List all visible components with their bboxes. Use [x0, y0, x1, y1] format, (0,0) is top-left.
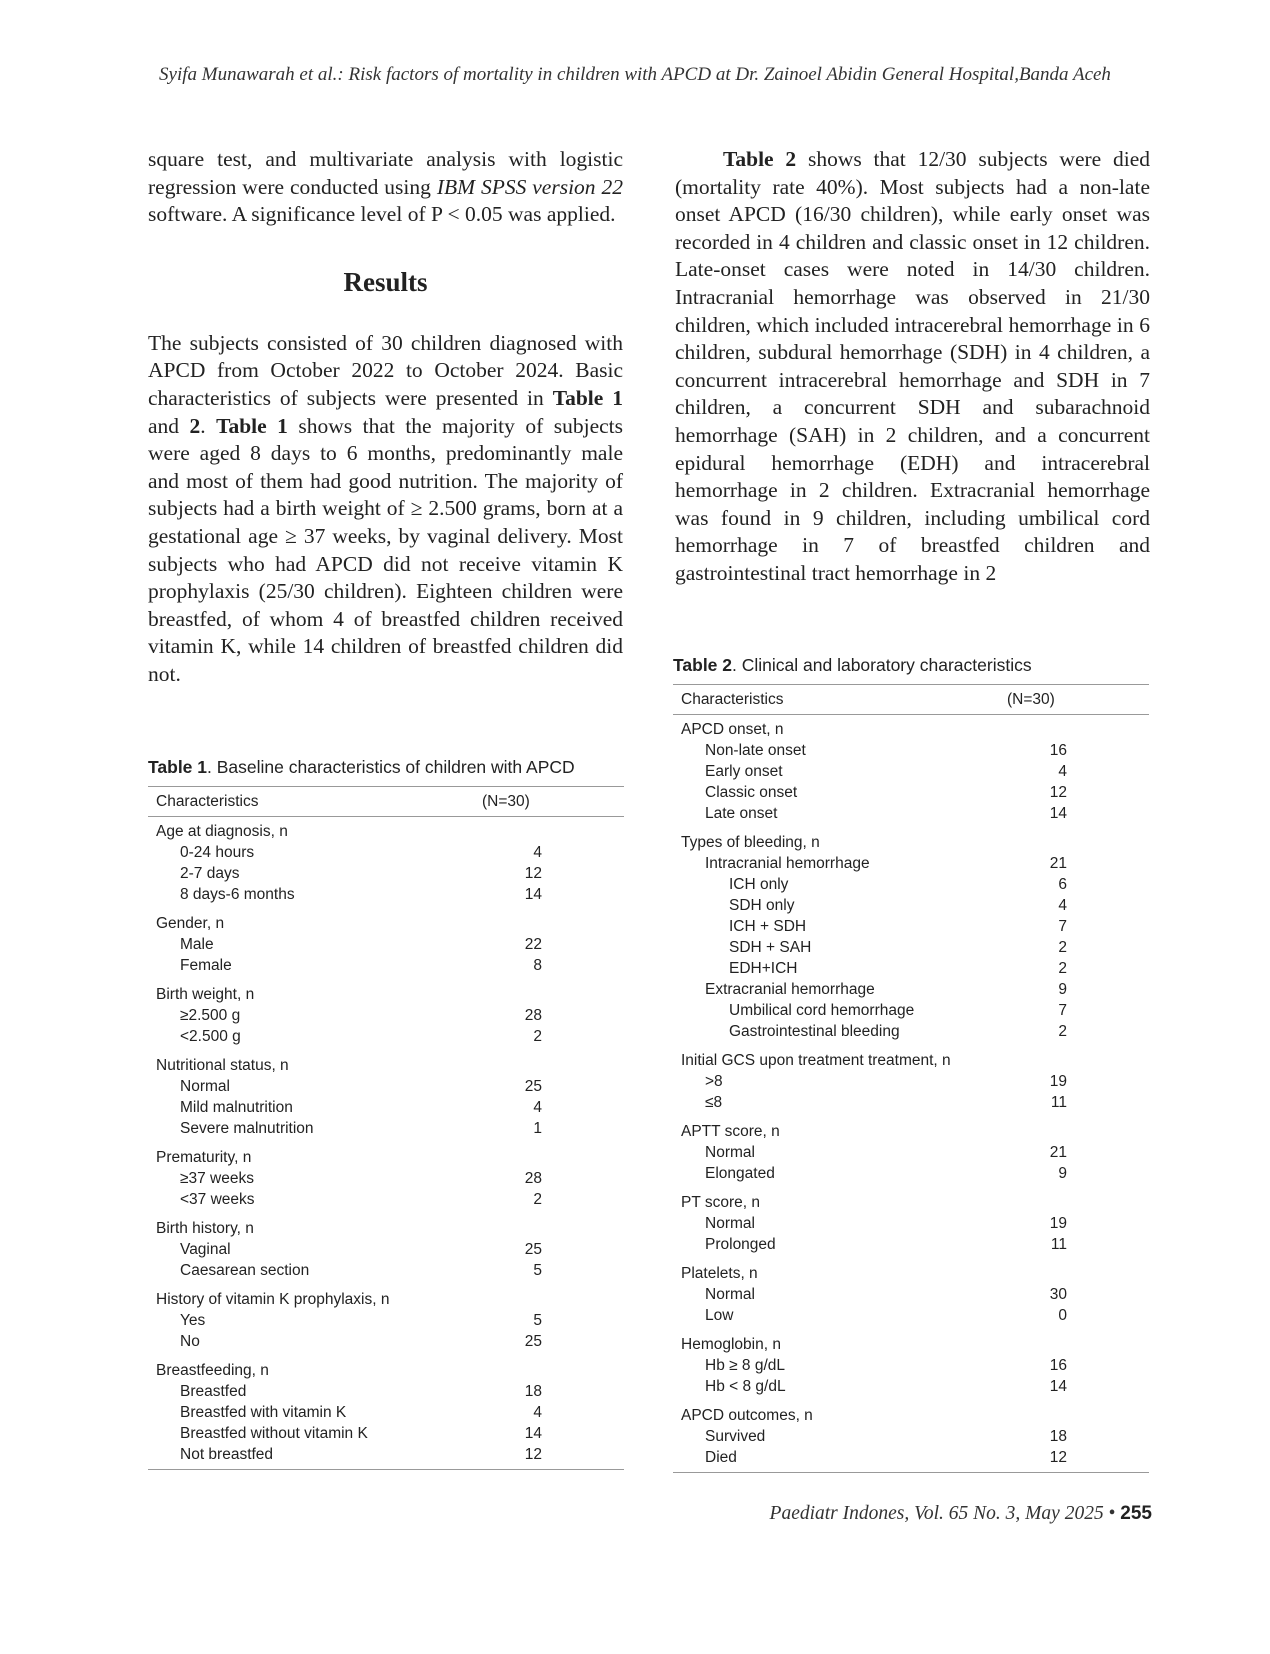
- table-row: [148, 1210, 624, 1239]
- table1: [148, 757, 624, 1470]
- table-row: [673, 1234, 1149, 1255]
- row-value: [482, 976, 624, 1005]
- row-value: 4: [533, 1404, 542, 1421]
- row-label: <2.500 g: [180, 1028, 241, 1045]
- results-paragraph: The subjects consisted of 30 children diagnosed with APCD from October 2022 to October 2024. Basic characteristics of subjects were presented in Table 1 and 2. Table 1 shows that the majority of subjects were aged 8 days to 6 months, predominantly male and most of them had good nutrition. The majority of subjects had a birth weight of ≥ 2.500 grams, born at a gestational age ≥ 37 weeks, by vaginal delivery. Most subjects who had APCD did not receive vitamin K prophylaxis (25/30 children). Eighteen children were breastfed, of whom 4 of breastfed children received vitamin K, while 14 children of breastfed children did not.: [148, 330, 624, 686]
- footer-bullet: •: [1103, 1503, 1121, 1524]
- table-row: [148, 1444, 624, 1470]
- row-value: 7: [1058, 918, 1067, 935]
- row-label: Breastfed without vitamin K: [180, 1425, 368, 1442]
- methods-paragraph: square test, and multivariate analysis with logistic regression were conducted using IBM SPSS version 22 software. A significance level of P < 0.05 was applied.: [148, 147, 623, 227]
- row-label: Severe malnutrition: [180, 1120, 314, 1137]
- table-row: [148, 1423, 624, 1444]
- row-value: 2: [1058, 1023, 1067, 1040]
- row-label: Low: [705, 1307, 734, 1324]
- row-label: Prolonged: [705, 1236, 776, 1253]
- row-label: APTT score, n: [681, 1123, 780, 1140]
- row-label: PT score, n: [681, 1194, 760, 1211]
- row-label: Early onset: [705, 763, 783, 780]
- row-label: Types of bleeding, n: [681, 834, 820, 851]
- row-label: Not breastfed: [148, 1444, 482, 1470]
- row-label: Caesarean section: [180, 1262, 310, 1279]
- row-label: Survived: [705, 1428, 766, 1445]
- row-value: 16: [1049, 1357, 1067, 1374]
- row-value: [482, 1139, 624, 1168]
- table-row: [673, 1255, 1149, 1284]
- row-label: Vaginal: [180, 1241, 231, 1258]
- row-label: Hb < 8 g/dL: [705, 1378, 786, 1395]
- row-value: 4: [1058, 897, 1067, 914]
- row-value: 25: [524, 1241, 542, 1258]
- row-value: [1007, 715, 1149, 741]
- row-value: [482, 817, 624, 843]
- row-label: EDH+ICH: [729, 960, 798, 977]
- table-row: [673, 1305, 1149, 1326]
- row-value: 4: [1058, 763, 1067, 780]
- page-number: 255: [1120, 1503, 1152, 1524]
- row-label: Died: [673, 1447, 1007, 1473]
- row-value: 1: [533, 1120, 542, 1137]
- row-label: Mild malnutrition: [180, 1099, 293, 1116]
- table-row: [148, 1097, 624, 1118]
- table-row: [673, 1355, 1149, 1376]
- table-row: [673, 803, 1149, 824]
- row-label: SDH + SAH: [729, 939, 812, 956]
- table-row: [673, 874, 1149, 895]
- row-value: [1007, 824, 1149, 853]
- table-row: [673, 1326, 1149, 1355]
- table-row: [673, 916, 1149, 937]
- table-row: [148, 976, 624, 1005]
- row-value: 11: [1050, 1236, 1067, 1253]
- row-value: 9: [1058, 1165, 1067, 1182]
- row-label: APCD outcomes, n: [681, 1407, 813, 1424]
- table-row: [148, 1260, 624, 1281]
- row-label: History of vitamin K prophylaxis, n: [156, 1291, 390, 1308]
- row-label: ICH + SDH: [729, 918, 807, 935]
- table-row: [148, 817, 624, 843]
- row-value: [1007, 1042, 1149, 1071]
- row-value: 4: [533, 844, 542, 861]
- row-value: 18: [524, 1383, 542, 1400]
- table-row: [673, 1447, 1149, 1473]
- table2-header-n: (N=30): [1007, 685, 1149, 715]
- row-label: Umbilical cord hemorrhage: [729, 1002, 915, 1019]
- row-value: 2: [1058, 939, 1067, 956]
- row-label: Normal: [705, 1215, 755, 1232]
- row-value: 22: [524, 936, 542, 953]
- row-label: >8: [705, 1073, 723, 1090]
- row-label: Normal: [705, 1144, 755, 1161]
- row-value: [482, 1281, 624, 1310]
- table-row: [148, 1047, 624, 1076]
- row-label: ≤8: [705, 1094, 723, 1111]
- row-value: [1007, 1184, 1149, 1213]
- table-row: [673, 853, 1149, 874]
- row-value: 8: [533, 957, 542, 974]
- row-label: Normal: [705, 1286, 755, 1303]
- table-row: [673, 958, 1149, 979]
- row-value: 9: [1058, 981, 1067, 998]
- row-value: 12: [1049, 784, 1067, 801]
- table-row: [673, 824, 1149, 853]
- table-row: [148, 934, 624, 955]
- table-row: [673, 1071, 1149, 1092]
- row-label: ICH only: [729, 876, 789, 893]
- row-label: <37 weeks: [180, 1191, 255, 1208]
- table-row: [148, 1352, 624, 1381]
- table-row: [673, 1397, 1149, 1426]
- row-value: 28: [524, 1170, 542, 1187]
- table1-header-characteristics: Characteristics: [148, 787, 482, 817]
- table-row: [673, 1213, 1149, 1234]
- table-row: [673, 1426, 1149, 1447]
- table-row: [673, 1184, 1149, 1213]
- row-value: 14: [524, 886, 542, 903]
- table2-description-paragraph: Table 2 shows that 12/30 subjects were died (mortality rate 40%). Most subjects had a non-late onset APCD (16/30 children), while early onset was recorded in 4 children and classic onset in 12 children. Late-onset cases were noted in 14/30 children. Intracranial hemorrhage was observed in 21/30 children, which included intracerebral hemorrhage in 6 children, subdural hemorrhage (SDH) in 4 children, a concurrent intracerebral hemorrhage and SDH in 7 children, a concurrent SDH and subarachnoid hemorrhage (SAH) in 2 children, and a concurrent epidural hemorrhage (EDH) and intracerebral hemorrhage in 2 children. Extracranial hemorrhage was found in 9 children, including umbilical cord hemorrhage in 7 of breastfed children and gastrointestinal tract hemorrhage in 2: [675, 147, 1151, 585]
- table-row: [673, 979, 1149, 1000]
- row-value: 19: [1049, 1073, 1067, 1090]
- row-value: 4: [533, 1099, 542, 1116]
- row-value: 2: [533, 1028, 542, 1045]
- row-value: 11: [1050, 1094, 1067, 1111]
- table-row: [673, 1376, 1149, 1397]
- row-label: 8 days-6 months: [180, 886, 295, 903]
- right-column: [675, 146, 1150, 588]
- table-row: [673, 1021, 1149, 1042]
- row-label: APCD onset, n: [681, 721, 784, 738]
- row-value: 21: [1049, 855, 1067, 872]
- row-label: Gastrointestinal bleeding: [729, 1023, 900, 1040]
- table-row: [673, 937, 1149, 958]
- row-value: 6: [1058, 876, 1067, 893]
- row-value: 30: [1049, 1286, 1067, 1303]
- row-value: 25: [524, 1078, 542, 1095]
- table-row: [148, 884, 624, 905]
- table2: [673, 655, 1149, 1473]
- row-value: [1007, 1113, 1149, 1142]
- row-label: Male: [180, 936, 214, 953]
- row-value: 12: [482, 1444, 624, 1470]
- table-row: [673, 715, 1149, 741]
- row-label: 2-7 days: [180, 865, 240, 882]
- row-value: 0: [1058, 1307, 1067, 1324]
- row-label: Hemoglobin, n: [681, 1336, 781, 1353]
- table-row: [148, 1139, 624, 1168]
- row-label: Extracranial hemorrhage: [705, 981, 875, 998]
- table2-caption: Table 2. Clinical and laboratory characteristics: [673, 655, 1032, 675]
- row-label: Initial GCS upon treatment treatment, n: [681, 1052, 951, 1069]
- row-label: No: [180, 1333, 200, 1350]
- table-row: [148, 1118, 624, 1139]
- table2-grid: [673, 684, 1149, 1473]
- row-value: 25: [524, 1333, 542, 1350]
- row-label: Breastfeeding, n: [156, 1362, 269, 1379]
- results-heading: Results: [343, 266, 428, 297]
- row-label: Nutritional status, n: [156, 1057, 289, 1074]
- row-label: Gender, n: [156, 915, 225, 932]
- row-label: Prematurity, n: [156, 1149, 252, 1166]
- row-label: Late onset: [705, 805, 778, 822]
- table-row: [673, 1000, 1149, 1021]
- table-row: [673, 1042, 1149, 1071]
- row-value: 12: [524, 865, 542, 882]
- table1-caption: Table 1. Baseline characteristics of children with APCD: [148, 757, 575, 777]
- row-value: [1007, 1255, 1149, 1284]
- table-row: [148, 905, 624, 934]
- row-value: 16: [1049, 742, 1067, 759]
- row-label: ≥37 weeks: [180, 1170, 254, 1187]
- table-row: [148, 1189, 624, 1210]
- table-row: [673, 895, 1149, 916]
- table-row: [673, 1092, 1149, 1113]
- row-label: Birth weight, n: [156, 986, 255, 1003]
- row-label: Birth history, n: [156, 1220, 254, 1237]
- row-label: Classic onset: [705, 784, 798, 801]
- row-value: [1007, 1397, 1149, 1426]
- table-row: [148, 1310, 624, 1331]
- row-value: 14: [1049, 1378, 1067, 1395]
- row-value: [482, 1210, 624, 1239]
- row-label: Yes: [180, 1312, 206, 1329]
- row-value: 28: [524, 1007, 542, 1024]
- row-value: 18: [1049, 1428, 1067, 1445]
- table-row: [673, 1284, 1149, 1305]
- table-row: [673, 782, 1149, 803]
- row-label: SDH only: [729, 897, 795, 914]
- table-row: [148, 1168, 624, 1189]
- table-row: [148, 955, 624, 976]
- table2-header-characteristics: Characteristics: [673, 685, 1007, 715]
- row-value: 21: [1049, 1144, 1067, 1161]
- row-value: 5: [533, 1312, 542, 1329]
- row-value: 2: [1058, 960, 1067, 977]
- row-value: 14: [524, 1425, 542, 1442]
- row-value: 19: [1049, 1215, 1067, 1232]
- row-label: Intracranial hemorrhage: [705, 855, 870, 872]
- row-label: Platelets, n: [681, 1265, 758, 1282]
- table-row: [148, 1026, 624, 1047]
- table-row: [148, 1005, 624, 1026]
- left-column: [148, 146, 623, 689]
- table-row: [148, 842, 624, 863]
- row-value: [482, 1047, 624, 1076]
- row-value: [482, 905, 624, 934]
- table-row: [148, 1239, 624, 1260]
- row-value: [1007, 1326, 1149, 1355]
- row-value: 14: [1049, 805, 1067, 822]
- table-row: [673, 740, 1149, 761]
- row-label: ≥2.500 g: [180, 1007, 241, 1024]
- row-label: Hb ≥ 8 g/dL: [705, 1357, 786, 1374]
- row-label: Breastfed: [180, 1383, 247, 1400]
- row-value: 7: [1058, 1002, 1067, 1019]
- table-row: [148, 1281, 624, 1310]
- table-row: [673, 1142, 1149, 1163]
- row-label: Non-late onset: [705, 742, 806, 759]
- row-value: 12: [1007, 1447, 1149, 1473]
- row-label: Breastfed with vitamin K: [180, 1404, 347, 1421]
- table-row: [673, 1163, 1149, 1184]
- table-row: [148, 1381, 624, 1402]
- page-footer: [770, 1503, 1152, 1525]
- table-row: [148, 1331, 624, 1352]
- row-label: Female: [180, 957, 232, 974]
- table-row: [148, 1076, 624, 1097]
- running-head: Syifa Munawarah et al.: Risk factors of mortality in children with APCD at Dr. Zainoel Abidin General Hospital,Banda Aceh: [159, 64, 1111, 85]
- row-value: [482, 1352, 624, 1381]
- table1-header-n: (N=30): [482, 787, 624, 817]
- row-label: Elongated: [705, 1165, 775, 1182]
- row-value: 2: [533, 1191, 542, 1208]
- row-label: Normal: [180, 1078, 230, 1095]
- row-label: 0-24 hours: [180, 844, 255, 861]
- table1-grid: [148, 786, 624, 1470]
- journal-citation: Paediatr Indones, Vol. 65 No. 3, May 2025: [769, 1503, 1104, 1524]
- table-row: [148, 1402, 624, 1423]
- row-label: Age at diagnosis, n: [156, 823, 288, 840]
- table-row: [673, 1113, 1149, 1142]
- table-row: [148, 863, 624, 884]
- row-value: 5: [533, 1262, 542, 1279]
- table-row: [673, 761, 1149, 782]
